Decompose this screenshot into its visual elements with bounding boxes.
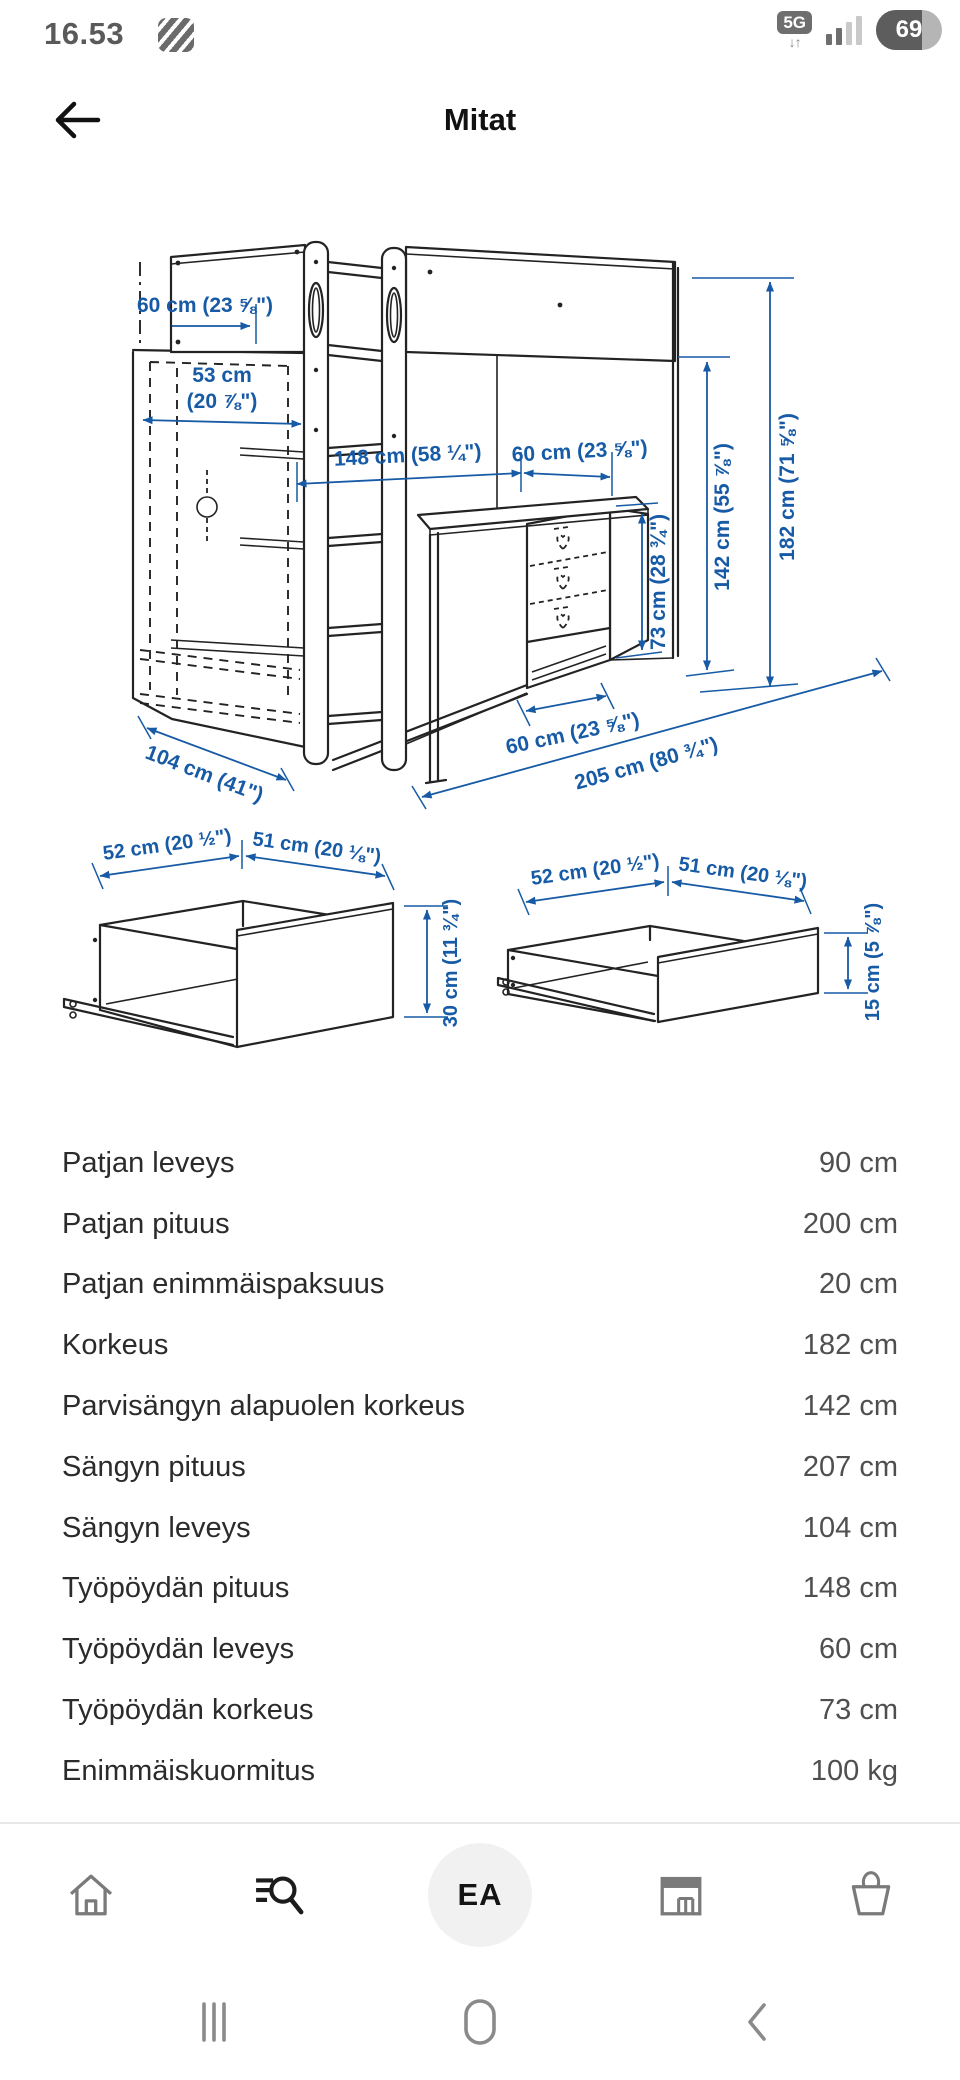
spec-label: Parvisängyn alapuolen korkeus (62, 1390, 466, 1423)
nav-cart[interactable] (816, 1840, 926, 1950)
shopping-bag-icon (844, 1868, 898, 1922)
spec-table (62, 1133, 898, 1802)
page-title: Mitat (443, 102, 517, 137)
spec-value: 148 cm (802, 1572, 898, 1605)
dim-desk-depth: 60 cm (23 ⅝") (511, 436, 649, 467)
nav-home[interactable] (36, 1840, 146, 1950)
spec-label: Työpöydän korkeus (62, 1694, 314, 1727)
dim-headboard-width: 60 cm (23 ⅝") (136, 294, 274, 317)
dim-desk-length: 148 cm (58 ¼") (333, 440, 483, 471)
spec-label: Sängyn leveys (62, 1511, 251, 1544)
dim-desk-height: 73 cm (28 ¾") (647, 513, 670, 651)
dim-drawer-large-depth: 51 cm (20 ⅛") (251, 828, 383, 868)
profile-initials: EA (457, 1877, 503, 1912)
drawer-large-drawing (64, 825, 462, 1047)
table-row (62, 1559, 898, 1620)
table-row (62, 1194, 898, 1255)
dim-drawer-unit-width: 60 cm (23 ⅝") (503, 708, 642, 760)
spec-value: 73 cm (819, 1694, 898, 1727)
dim-bed-width: 104 cm (41") (142, 740, 267, 807)
dim-total-height: 182 cm (71 ⅝") (776, 413, 799, 561)
spec-value: 20 cm (819, 1268, 898, 1301)
android-back-button[interactable] (722, 1992, 794, 2052)
dim-drawer-large-height: 30 cm (11 ¾") (440, 898, 462, 1028)
store-icon (654, 1868, 708, 1922)
dim-drawer-small-width: 52 cm (20 ½") (529, 850, 661, 890)
network-5g-icon: 5G ↓↑ (777, 11, 812, 49)
table-row (62, 1619, 898, 1680)
home-button[interactable] (444, 1992, 516, 2052)
dim-drawer-large-width: 52 cm (20 ½") (101, 825, 233, 865)
spec-label: Sängyn pituus (62, 1450, 246, 1483)
dim-drawer-small-height: 15 cm (5 ⅞") (862, 902, 884, 1022)
nav-store[interactable] (626, 1840, 736, 1950)
table-row (62, 1315, 898, 1376)
search-icon (250, 1867, 306, 1923)
dim-total-length: 205 cm (80 ¾") (572, 732, 721, 795)
nav-profile[interactable] (425, 1840, 535, 1950)
spec-value: 200 cm (802, 1207, 898, 1240)
dim-drawer-small-depth: 51 cm (20 ⅛") (677, 853, 809, 893)
spec-value: 182 cm (802, 1329, 898, 1362)
drawer-small-drawing (498, 850, 884, 1022)
nav-search[interactable] (223, 1840, 333, 1950)
spec-label: Korkeus (62, 1329, 169, 1362)
home-icon (64, 1868, 118, 1922)
table-row (62, 1376, 898, 1437)
spec-label: Työpöydän leveys (62, 1633, 295, 1666)
spec-value: 90 cm (819, 1146, 898, 1179)
spec-label: Enimmäiskuormitus (62, 1754, 315, 1787)
spec-label: Työpöydän pituus (62, 1572, 290, 1605)
table-row (62, 1498, 898, 1559)
table-row (62, 1437, 898, 1498)
clock: 16.53 (44, 16, 125, 51)
dim-wardrobe-width-2: (20 ⅞") (186, 390, 258, 413)
table-row (62, 1133, 898, 1194)
avatar (428, 1843, 532, 1947)
dimension-annotations (137, 278, 890, 809)
spec-value: 60 cm (819, 1633, 898, 1666)
android-navigation-bar (0, 1964, 960, 2080)
home-pill-icon (457, 1997, 503, 2047)
spec-label: Patjan pituus (62, 1207, 230, 1240)
spec-value: 104 cm (802, 1511, 898, 1544)
table-row (62, 1680, 898, 1741)
bottom-navigation (0, 1824, 960, 1964)
spec-value: 207 cm (802, 1450, 898, 1483)
spec-value: 142 cm (802, 1390, 898, 1423)
chevron-left-icon (735, 1999, 781, 2045)
spec-label: Patjan leveys (62, 1146, 235, 1179)
dim-wardrobe-width-1: 53 cm (192, 364, 252, 387)
recents-icon (191, 1999, 237, 2045)
recents-button[interactable] (178, 1992, 250, 2052)
battery-percent: 69 (895, 16, 923, 43)
table-row (62, 1255, 898, 1316)
dim-under-bed-height: 142 cm (55 ⅞") (711, 443, 734, 591)
table-row (62, 1741, 898, 1802)
spec-label: Patjan enimmäispaksuus (62, 1268, 385, 1301)
loft-bed-drawing (133, 242, 890, 809)
spec-value: 100 kg (810, 1754, 898, 1787)
